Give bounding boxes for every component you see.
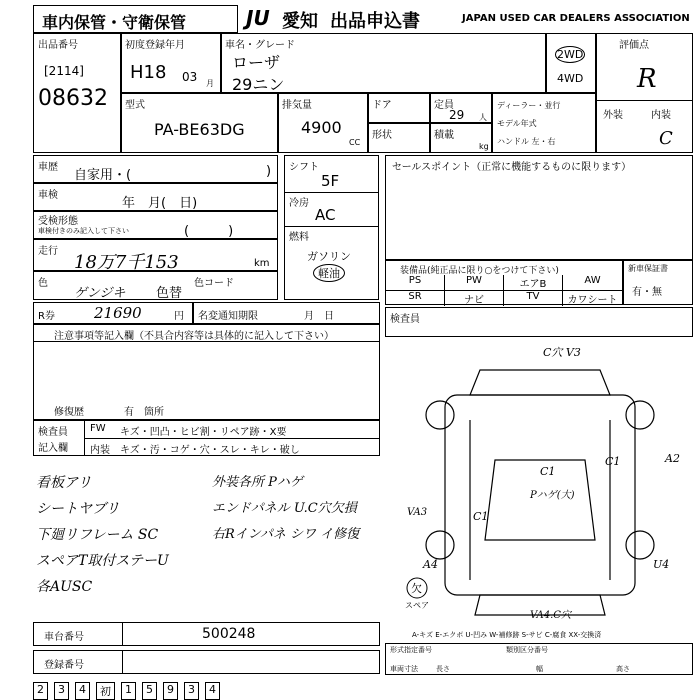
dealer-line3: ハンドル 左・右 <box>497 137 556 146</box>
first-reg-month-unit: 月 <box>206 79 214 88</box>
shift-label: シフト <box>289 162 319 173</box>
repair-label: 修復歴 <box>54 407 84 418</box>
fuel-value: ガソリン <box>307 250 351 263</box>
car-name-cell <box>221 33 546 93</box>
chassis-value: 500248 <box>202 626 256 642</box>
ju-logo: JU <box>246 6 270 30</box>
int-label: 内装 <box>90 445 110 456</box>
equip-tv: TV <box>504 291 563 306</box>
model-value: PA-BE63DG <box>154 120 245 139</box>
mark-c1a: C1 <box>540 465 556 478</box>
note-r1: 外装各所 Pハゲ <box>212 475 303 490</box>
legend: A-キズ E-エクボ U-凹み W-補修跡 S-サビ C-腐食 XX-交換済 <box>412 631 602 639</box>
shift-divider <box>285 192 378 193</box>
handwritten-notes-right <box>212 470 359 548</box>
loadcap-cell <box>430 123 492 153</box>
mark-c1c: C1 <box>473 510 489 523</box>
equip-navi: ナビ <box>445 291 504 306</box>
equip-sr: SR <box>386 291 445 306</box>
mark-spare-label: スペア <box>405 601 429 610</box>
equip-seat: カワシート <box>567 295 618 306</box>
displacement-unit: CC <box>349 138 361 147</box>
lot-cell <box>33 33 121 153</box>
note-4: スペアT取付ステーU <box>36 553 169 569</box>
diagram-top-body <box>470 370 610 395</box>
grade-value: R <box>637 64 657 94</box>
grade-label: 評価点 <box>619 40 649 51</box>
fw-label: FW <box>90 423 106 434</box>
strip-item-3: 4 <box>75 682 90 700</box>
displacement-value: 4900 <box>301 118 342 137</box>
doors-cell <box>368 93 430 123</box>
registration-row <box>33 650 380 674</box>
equipment-row2 <box>386 290 622 306</box>
car-name: ローザ <box>232 53 281 72</box>
shape-cell <box>368 123 430 153</box>
deadline-value: 月 日 <box>304 311 334 322</box>
mileage-value: 18万7千153 <box>74 252 179 273</box>
wheel-fr <box>626 401 654 429</box>
first-reg-label: 初度登録年月 <box>125 40 185 51</box>
r-ticket-label: R券 <box>38 311 55 322</box>
mark-pab: Pハゲ(大) <box>530 490 575 501</box>
lot-number: 08632 <box>38 86 108 111</box>
strip-item-4: 初 <box>96 682 115 700</box>
inspector-label: 検査員 <box>390 314 420 325</box>
note-5: 各AUSC <box>36 579 93 595</box>
wheel-rl <box>426 531 454 559</box>
grade-cell <box>596 33 693 153</box>
equipment-label: 装備品(純正品に限り○をつけて下さい) <box>400 266 559 276</box>
note-3: 下廻リフレーム SC <box>36 527 159 543</box>
received-row <box>33 211 278 239</box>
equip-ps: PS <box>386 275 445 290</box>
car-grade: 29ニン <box>232 75 285 94</box>
chassis-label: 車台番号 <box>44 632 84 643</box>
inspection-label: 車検 <box>38 190 58 201</box>
shape-label: 形状 <box>372 130 392 141</box>
aircon-label: 冷房 <box>289 198 309 209</box>
note-1: 看板アリ <box>36 475 92 491</box>
strip-item-6: 5 <box>142 682 157 700</box>
displacement-cell <box>278 93 368 153</box>
interior-label: 内装 <box>651 110 671 121</box>
model-label: 型式 <box>125 100 145 111</box>
loadcap-label: 積載 <box>434 130 454 141</box>
aircon-divider <box>285 226 378 227</box>
deadline-label: 名変通知期限 <box>198 311 258 322</box>
spec-dims-label: 車両寸法 <box>390 665 418 673</box>
vehicle-diagram <box>385 340 695 630</box>
mark-bottom: VA4.C穴 <box>530 610 571 621</box>
color-value: ゲンジキ <box>74 286 126 301</box>
equipment-row1 <box>386 275 622 290</box>
first-reg-cell <box>121 33 221 93</box>
mark-a2: A2 <box>665 452 680 465</box>
model-cell <box>121 93 278 153</box>
dealer-line2: モデル年式 <box>497 119 537 128</box>
inspector-fields <box>33 420 380 456</box>
history-label: 車歴 <box>38 162 58 173</box>
history-value: 自家用・( <box>74 168 132 183</box>
car-name-label: 車名・グレード <box>225 40 295 51</box>
inspection-value: 年 月( 日) <box>122 196 198 211</box>
mark-a4: A4 <box>423 558 438 571</box>
equip-pw: PW <box>445 275 504 290</box>
drive-cell <box>546 33 596 93</box>
wheel-fl <box>426 401 454 429</box>
strip-item-7: 9 <box>163 682 178 700</box>
drive-2wd: 2WD <box>557 48 584 61</box>
r-ticket-unit: 円 <box>174 311 184 322</box>
mileage-label: 走行 <box>38 246 58 257</box>
inspection-row <box>33 183 278 211</box>
fuel-label: 燃料 <box>289 232 309 243</box>
shift-value: 5F <box>321 172 340 190</box>
first-reg-era: H18 <box>130 62 167 83</box>
equipment-box <box>385 260 623 305</box>
note-2: シートヤブリ <box>36 501 120 517</box>
registration-label: 登録番号 <box>44 660 84 671</box>
r-ticket-box <box>33 302 193 324</box>
mark-c1b: C1 <box>605 455 621 468</box>
warranty-value: 有・無 <box>632 287 662 298</box>
spec-height: 高さ <box>616 665 630 673</box>
fuel-mark: 軽油 <box>313 264 345 282</box>
displacement-label: 排気量 <box>282 100 312 111</box>
spec-box <box>385 643 693 675</box>
received-value: ( ) <box>184 224 234 239</box>
spec-length: 長さ <box>436 665 450 673</box>
color-change: 色替 <box>156 286 183 301</box>
interior-value: C <box>659 128 673 149</box>
inspector-fields-label1: 検査員 <box>38 427 68 438</box>
strip-item-8: 3 <box>184 682 199 700</box>
strip-item-5: 1 <box>121 682 136 700</box>
form-title: 出品申込書 <box>330 11 420 32</box>
color-code-label: 色コード <box>194 278 234 289</box>
strip-item-2: 3 <box>54 682 69 700</box>
int-text: キズ・汚・コゲ・穴・スレ・キレ・破し <box>120 445 300 456</box>
lot-label: 出品番号 <box>38 40 78 51</box>
repair-value: 有 箇所 <box>124 407 164 418</box>
first-reg-month: 03 <box>182 70 198 84</box>
capacity-unit: 人 <box>479 113 487 122</box>
equip-aw: AW <box>584 275 601 286</box>
mileage-row <box>33 239 278 271</box>
color-row <box>33 271 278 300</box>
inspector-fields-label2: 記入欄 <box>38 443 68 454</box>
spec-type-label: 類別区分番号 <box>506 646 548 654</box>
warranty-box <box>623 260 693 305</box>
warranty-label: 新車保証書 <box>628 264 668 273</box>
mark-spare: 欠 <box>411 582 422 595</box>
notes-label: 注意事項等記入欄（不具合内容等は具体的に記入して下さい） <box>54 331 334 342</box>
registration-divider <box>122 651 123 673</box>
lot-prefix: [2114] <box>44 64 84 78</box>
wheel-rr <box>626 531 654 559</box>
history-close: ) <box>266 164 272 179</box>
association-name: JAPAN USED CAR DEALERS ASSOCIATION <box>462 13 690 24</box>
sales-point-label: セールスポイント（正常に機能するものに限ります） <box>392 162 632 173</box>
shift-block <box>284 155 379 300</box>
chassis-divider <box>122 623 123 645</box>
grade-divider <box>597 100 692 101</box>
fw-text: キズ・凹凸・ヒビ割・リペア跡・X要 <box>120 427 287 438</box>
note-r3: 右Rインパネ シワ イ修復 <box>212 527 360 542</box>
drive-4wd: 4WD <box>557 72 584 85</box>
mark-top: C穴 V3 <box>543 346 581 359</box>
doors-label: ドア <box>372 100 392 111</box>
capacity-cell <box>430 93 492 123</box>
note-r2: エンドパネル U.C穴欠損 <box>212 501 357 516</box>
received-sub: 車検付きのみ記入して下さい <box>38 227 129 235</box>
strip-item-1: 2 <box>33 682 48 700</box>
bottom-strip <box>33 682 220 700</box>
dealer-cell <box>492 93 596 153</box>
spec-model-label: 形式指定番号 <box>390 646 432 654</box>
loadcap-unit: kg <box>479 142 489 151</box>
received-label: 受検形態 <box>38 216 78 227</box>
capacity-value: 29 <box>449 108 465 122</box>
storage-label: 車内保管・守衛保管 <box>42 13 187 32</box>
sales-point-box <box>385 155 693 260</box>
chassis-row <box>33 622 380 646</box>
mark-va3: VA3 <box>407 507 428 518</box>
color-label: 色 <box>38 278 48 289</box>
inspector-box <box>385 307 693 337</box>
handwritten-notes <box>36 470 169 600</box>
inspector-fields-hline <box>84 438 379 439</box>
capacity-label: 定員 <box>434 100 454 111</box>
mileage-unit: km <box>254 258 270 269</box>
equip-airbag: エアB <box>504 275 563 290</box>
brand-name: 愛知 <box>282 11 318 32</box>
mark-u4: U4 <box>653 558 670 571</box>
r-ticket-value: 21690 <box>94 304 142 322</box>
aircon-value: AC <box>315 206 336 224</box>
dealer-line1: ディーラー・並行 <box>497 101 561 110</box>
exterior-label: 外装 <box>603 110 623 121</box>
notes-box <box>33 324 380 420</box>
strip-item-9: 4 <box>205 682 220 700</box>
storage-label-box <box>33 5 238 33</box>
spec-width: 幅 <box>536 665 543 673</box>
notes-divider <box>34 341 379 342</box>
history-row <box>33 155 278 183</box>
deadline-box <box>193 302 380 324</box>
